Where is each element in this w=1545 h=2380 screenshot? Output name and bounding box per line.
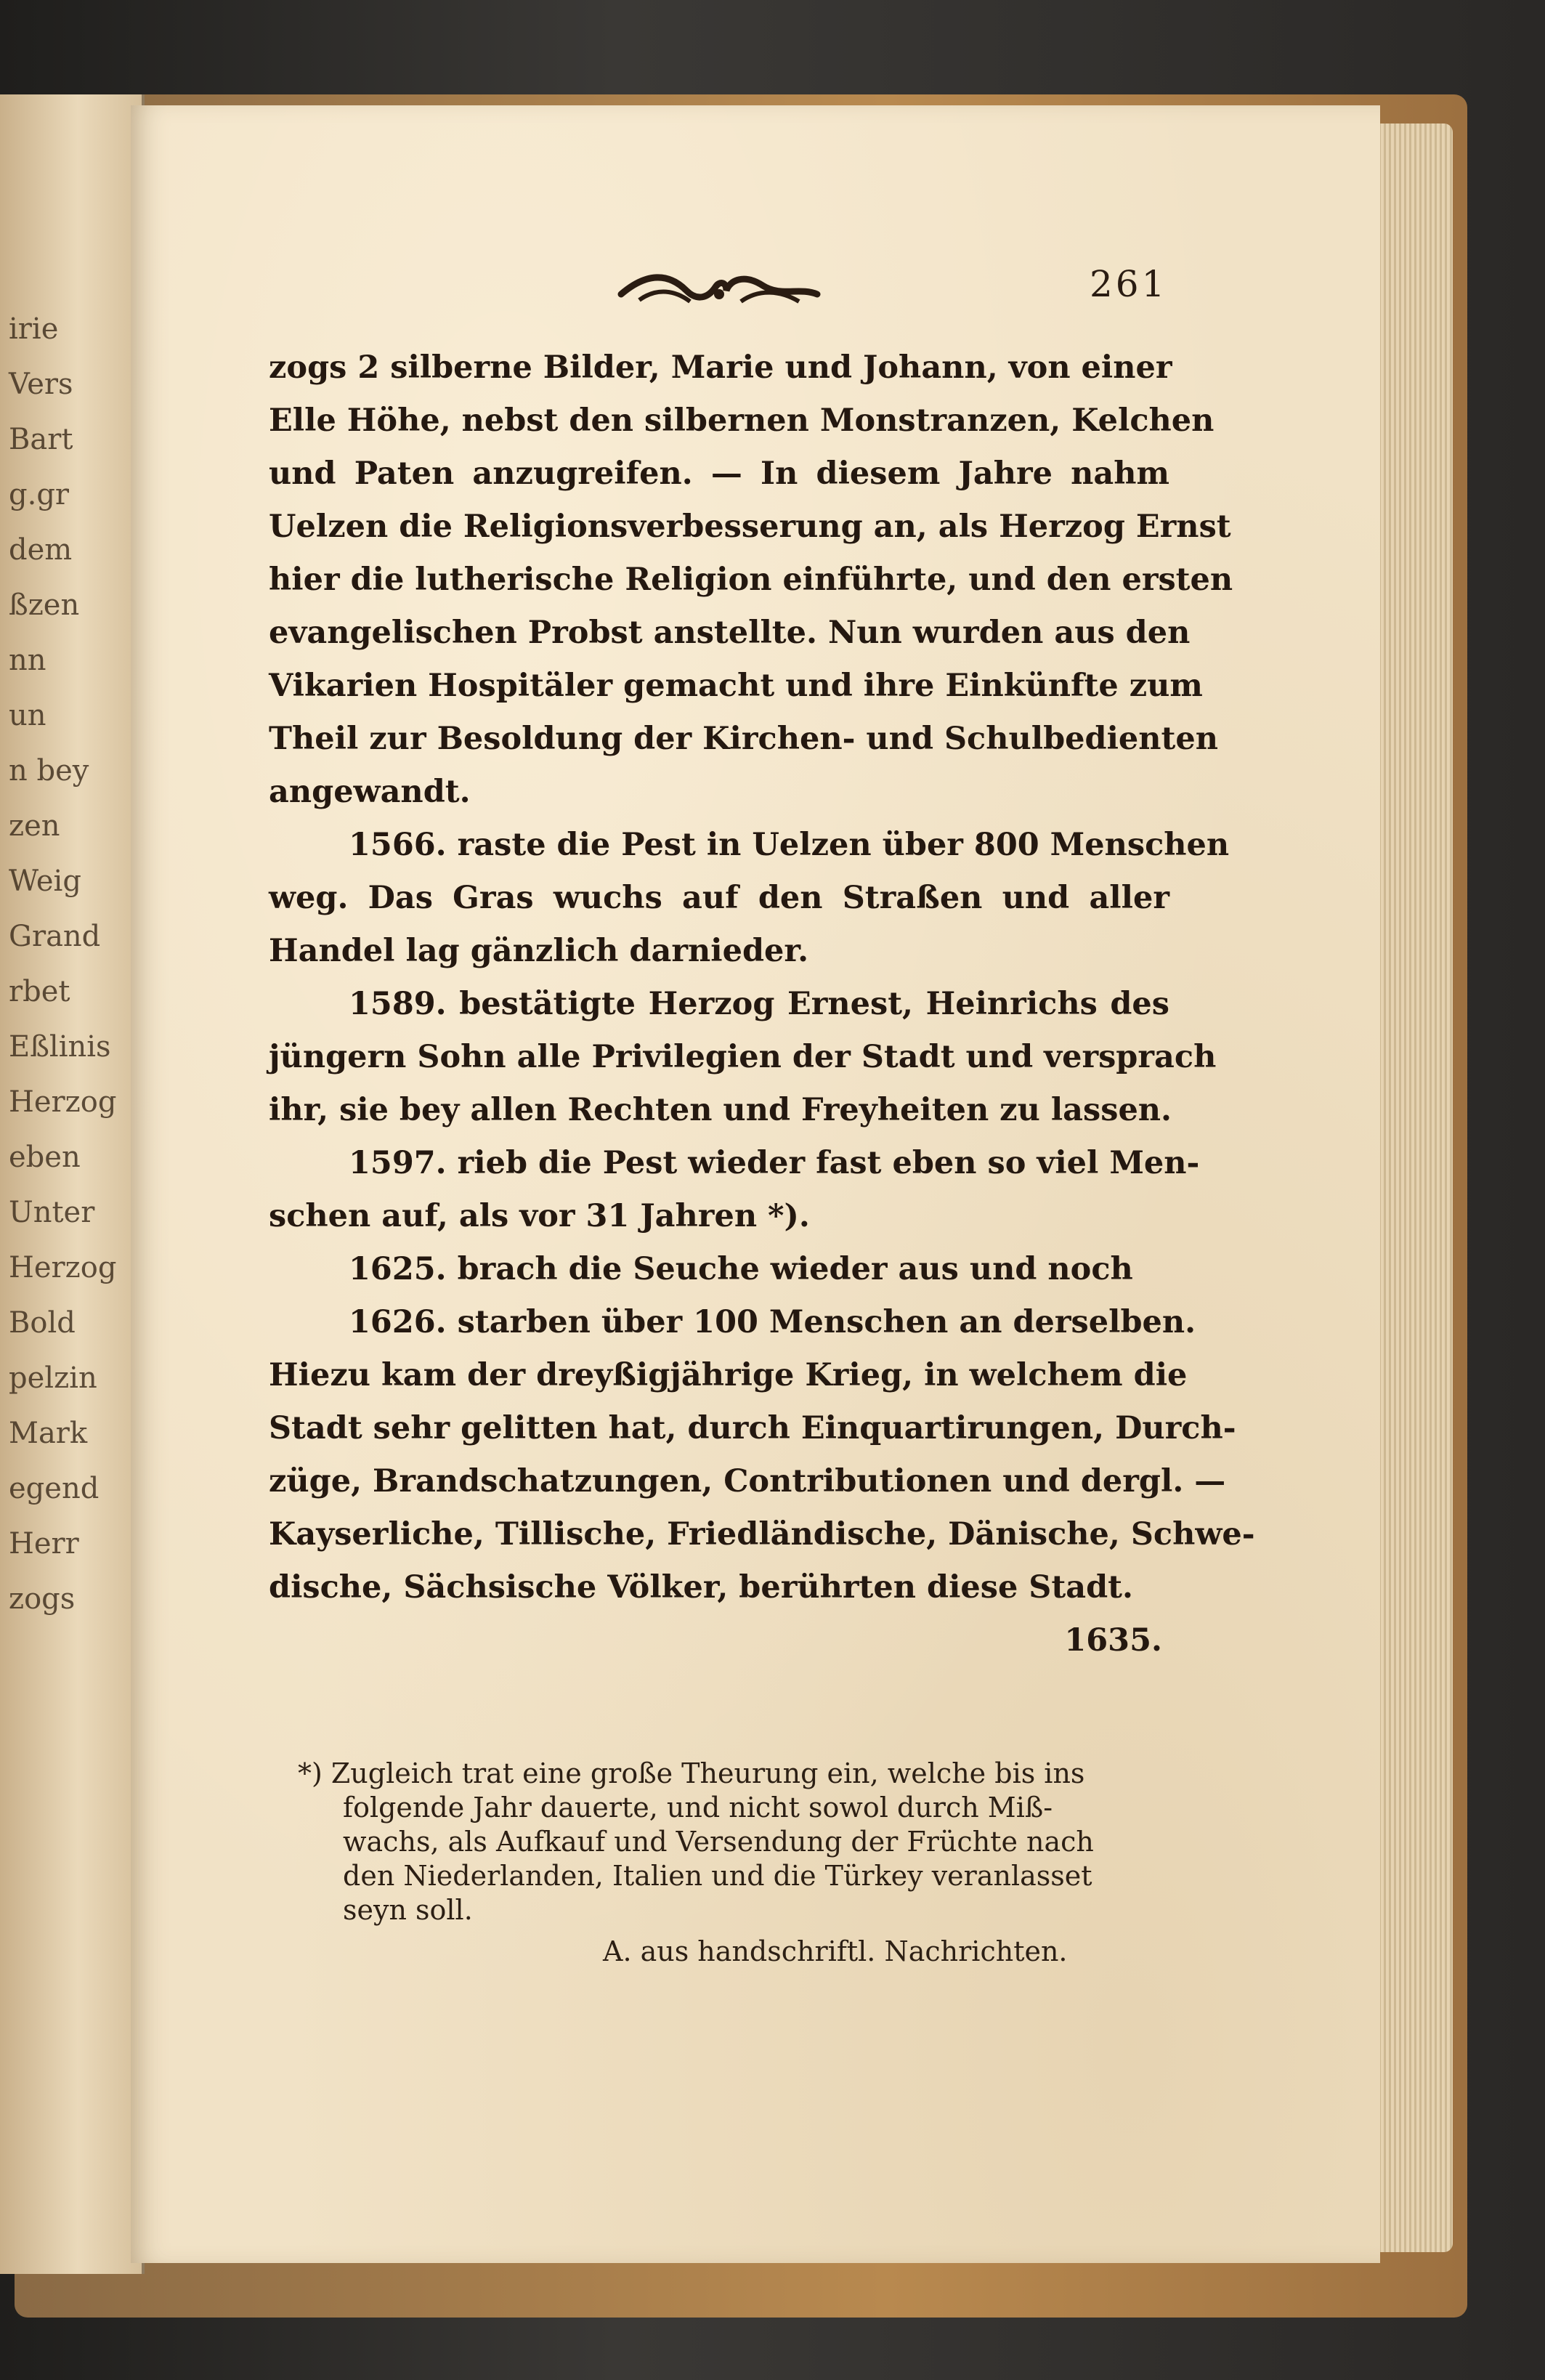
footnote-line: seyn soll.	[343, 1894, 473, 1926]
left-page-fragment: dem	[9, 533, 73, 567]
text-line: jüngern Sohn alle Privilegien der Stadt und versprach	[269, 1039, 1217, 1075]
footnote-line: folgende Jahr dauerte, und nicht sowol durch Miß-	[343, 1792, 1053, 1824]
text-line: Stadt sehr gelitten hat, durch Einquartirungen, Durch-	[269, 1410, 1236, 1446]
paragraph-intro	[269, 341, 1233, 819]
paragraph-1625	[269, 1243, 1169, 1296]
footnote-line: den Niederlanden, Italien und die Türkey veranlasset	[343, 1860, 1092, 1892]
footnote-line: *) Zugleich trat eine große Theurung ein, welche bis ins	[298, 1757, 1085, 1789]
catchword-row	[269, 1614, 1169, 1667]
left-page-fragment: Eßlinis	[9, 1030, 111, 1064]
text-line: dische, Sächsische Völker, berührten diese Stadt.	[269, 1569, 1133, 1606]
left-page-fragment: nn	[9, 644, 46, 677]
catchword: 1635.	[1064, 1622, 1162, 1659]
left-page-fragment: Herr	[9, 1527, 79, 1561]
text-line: 1626. starben über 100 Menschen an derselben.	[349, 1304, 1196, 1340]
text-line: züge, Brandschatzungen, Contributionen und dergl. —	[269, 1463, 1226, 1499]
text-line: Theil zur Besoldung der Kirchen- und Schulbedienten	[269, 721, 1219, 757]
left-page-fragment: Bold	[9, 1306, 76, 1340]
left-page-fragment: Bart	[9, 423, 73, 456]
left-page-fragment: rbet	[9, 975, 70, 1008]
text-line: 1589. bestätigte Herzog Ernest, Heinrichs des	[349, 986, 1169, 1022]
footnote	[298, 1757, 1169, 1969]
left-page-fragment: pelzin	[9, 1361, 97, 1395]
text-line: Hiezu kam der dreyßigjährige Krieg, in welchem die	[269, 1357, 1188, 1393]
body-text	[269, 341, 1255, 1667]
left-page-edge	[0, 94, 145, 2274]
left-page-fragment: Unter	[9, 1196, 95, 1229]
left-page-fragment: Grand	[9, 920, 101, 953]
text-line: und Paten anzugreifen. — In diesem Jahre nahm	[269, 456, 1169, 492]
paragraph-1566	[269, 819, 1230, 978]
text-line: Uelzen die Religionsverbesserung an, als Herzog Ernst	[269, 509, 1231, 545]
left-page-fragment: egend	[9, 1472, 100, 1505]
left-page-fragment: eben	[9, 1141, 81, 1174]
text-line: Elle Höhe, nebst den silbernen Monstranzen, Kelchen	[269, 402, 1214, 439]
left-page-fragment: irie	[9, 312, 59, 346]
left-page-fragment: Weig	[9, 865, 81, 898]
left-page-fragment: zen	[9, 809, 60, 843]
text-line: schen auf, als vor 31 Jahren *).	[269, 1198, 810, 1234]
text-line: Handel lag gänzlich darnieder.	[269, 933, 809, 969]
left-page-fragment: un	[9, 699, 46, 732]
footnote-source: A. aus handschriftl. Nachrichten.	[603, 1935, 1068, 1967]
left-page-fragment: Mark	[9, 1417, 88, 1450]
header-ornament	[617, 265, 821, 316]
left-page-fragment: Herzog	[9, 1251, 117, 1284]
paragraph-1626	[269, 1296, 1255, 1614]
text-line: 1566. raste die Pest in Uelzen über 800 Menschen	[349, 827, 1230, 863]
text-line: hier die lutherische Religion einführte, und den ersten	[269, 562, 1233, 598]
footnote-line: wachs, als Aufkauf und Versendung der Früchte nach	[343, 1826, 1094, 1858]
text-line: 1625. brach die Seuche wieder aus und noch	[349, 1251, 1133, 1287]
left-page-fragment: n bey	[9, 754, 89, 788]
left-page-fragment: ßzen	[9, 588, 80, 622]
paragraph-1597	[269, 1137, 1200, 1243]
text-line: Kayserliche, Tillische, Friedländische, Dänische, Schwe-	[269, 1516, 1255, 1553]
left-page-fragment: g.gr	[9, 478, 70, 511]
text-line: zogs 2 silberne Bilder, Marie und Johann, von einer	[269, 349, 1172, 386]
text-line: Vikarien Hospitäler gemacht und ihre Einkünfte zum	[269, 668, 1203, 704]
left-page-fragment: zogs	[9, 1582, 76, 1616]
paragraph-1589	[269, 978, 1217, 1137]
text-line: weg. Das Gras wuchs auf den Straßen und aller	[269, 880, 1169, 916]
text-line: 1597. rieb die Pest wieder fast eben so viel Men-	[349, 1145, 1200, 1181]
text-line: ihr, sie bey allen Rechten und Freyheiten zu lassen.	[269, 1092, 1172, 1128]
text-line: evangelischen Probst anstellte. Nun wurden aus den	[269, 615, 1191, 651]
text-line: angewandt.	[269, 774, 471, 810]
left-page-fragment: Herzog	[9, 1085, 117, 1119]
page-number: 261	[1090, 263, 1168, 305]
left-page-fragment: Vers	[9, 368, 73, 401]
